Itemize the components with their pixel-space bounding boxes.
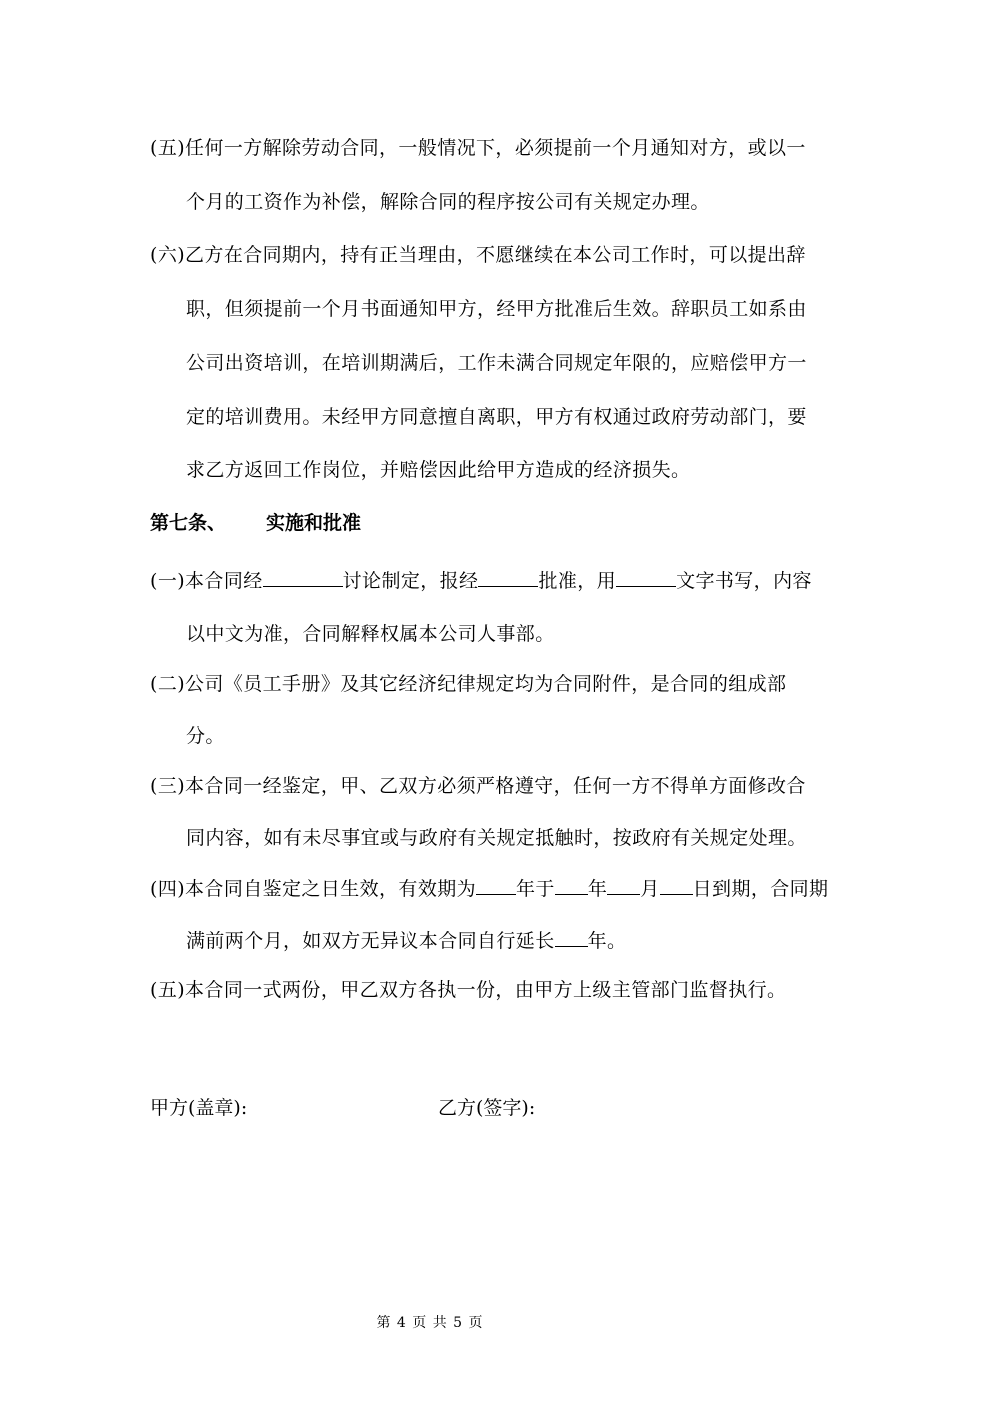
clause-7-5-line-1: (五)本合同一式两份，甲乙双方各执一份，由甲方上级主管部门监督执行。 [150,979,787,1001]
page-number: 第 4 页 共 5 页 [376,1315,484,1331]
clause-7-4-text-b: 年于 [516,878,555,900]
clause-6-6-line-2: 职，但须提前一个月书面通知甲方，经甲方批准后生效。辞职员工如系由 [186,298,807,320]
clause-7-1-line-1 [150,568,812,593]
blank-field-language[interactable] [616,568,676,587]
section-7-title: 实施和批准 [266,512,362,534]
blank-field-discussion[interactable] [263,568,343,587]
clause-7-4-text-a: (四)本合同自鉴定之日生效，有效期为 [150,878,477,900]
clause-7-1-text-d: 文字书写，内容 [676,570,812,592]
clause-7-4-line-2 [186,928,626,953]
blank-field-years[interactable] [476,876,516,895]
section-7-number: 第七条、 [150,512,227,534]
clause-7-3-line-2: 同内容，如有未尽事宜或与政府有关规定抵触时，按政府有关规定处理。 [186,827,807,849]
clause-7-4-text-g: 年。 [587,930,627,952]
clause-6-6-line-3: 公司出资培训，在培训期满后，工作未满合同规定年限的，应赔偿甲方一 [186,352,807,374]
clause-7-4-text-c: 年 [587,878,608,900]
blank-field-approval[interactable] [478,568,538,587]
clause-7-4-line-1 [150,876,828,901]
clause-7-1-text-c: 批准，用 [538,570,617,592]
blank-field-end-year[interactable] [555,876,588,895]
party-b-sign-label: 乙方(签字): [438,1097,536,1119]
clause-7-4-text-d: 月 [640,878,660,900]
blank-field-end-month[interactable] [607,876,640,895]
clause-7-4-text-f: 满前两个月，如双方无异议本合同自行延长 [186,930,555,952]
clause-7-1-text-a: (一)本合同经 [150,570,263,592]
clause-7-1-text-b: 讨论制定，报经 [342,570,479,592]
clause-7-2-line-2: 分。 [186,725,225,747]
clause-6-5-line-2: 个月的工资作为补偿，解除合同的程序按公司有关规定办理。 [186,191,710,213]
blank-field-extension-years[interactable] [555,928,588,947]
section-7-heading [150,511,361,535]
clause-7-2-line-1: (二)公司《员工手册》及其它经济纪律规定均为合同附件，是合同的组成部 [150,673,787,695]
party-a-seal-label: 甲方(盖章): [150,1097,248,1119]
clause-7-4-text-e: 日到期，合同期 [692,878,829,900]
blank-field-end-day[interactable] [660,876,693,895]
clause-6-6-line-1: (六)乙方在合同期内，持有正当理由，不愿继续在本公司工作时，可以提出辞 [150,244,806,266]
clause-6-5-line-1: (五)任何一方解除劳动合同，一般情况下，必须提前一个月通知对方，或以一 [150,137,806,159]
clause-7-3-line-1: (三)本合同一经鉴定，甲、乙双方必须严格遵守，任何一方不得单方面修改合 [150,775,806,797]
clause-7-1-line-2: 以中文为准，合同解释权属本公司人事部。 [186,623,555,645]
clause-6-6-line-5: 求乙方返回工作岗位，并赔偿因此给甲方造成的经济损失。 [186,459,691,481]
clause-6-6-line-4: 定的培训费用。未经甲方同意擅自离职，甲方有权通过政府劳动部门，要 [186,406,807,428]
